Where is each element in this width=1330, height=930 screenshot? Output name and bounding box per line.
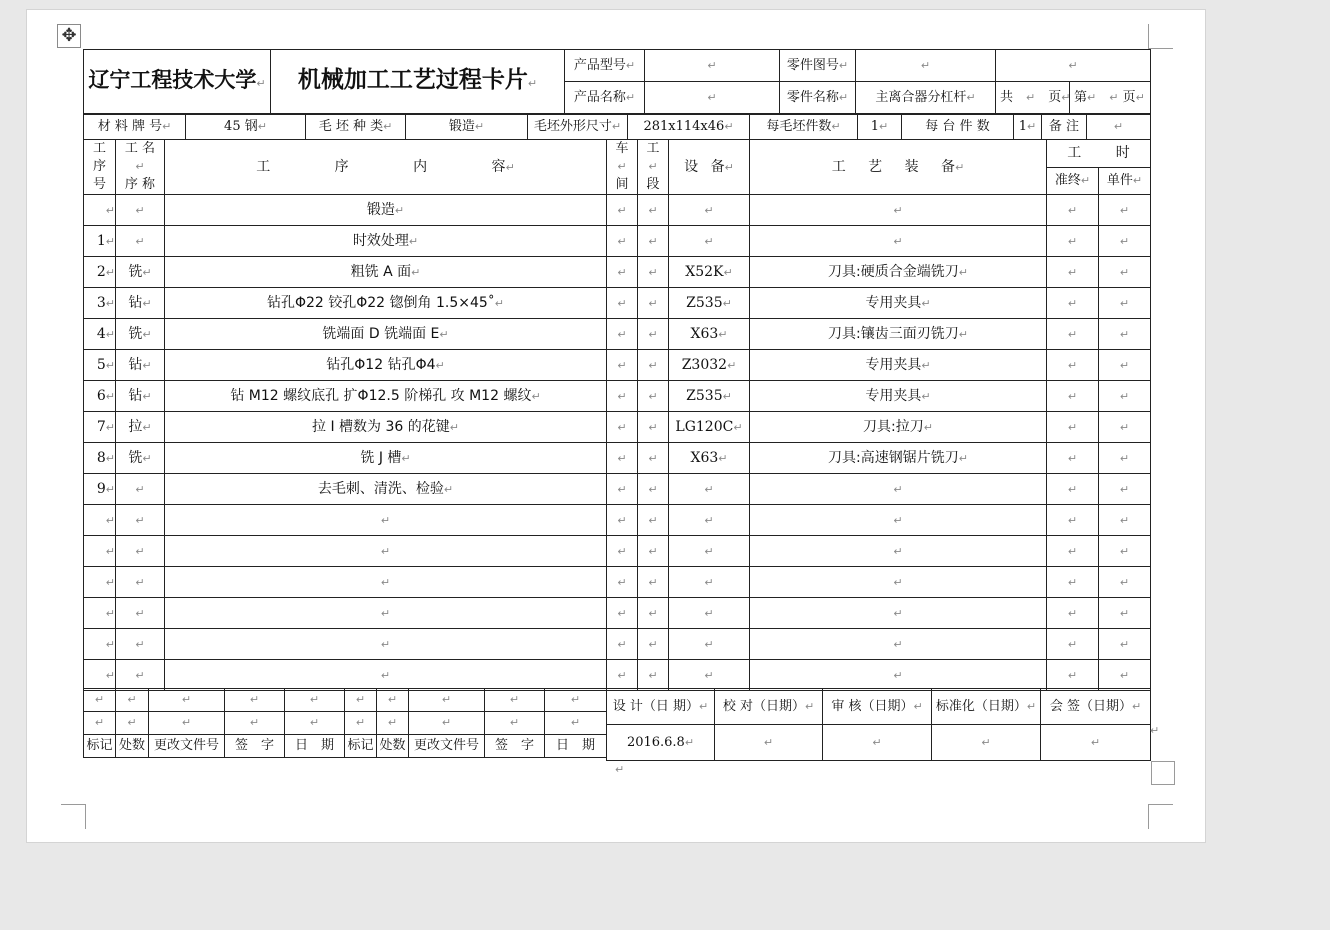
total-pages: 共 ↵ 页↵ xyxy=(996,82,1070,114)
op-content-cell-text: 锻造 xyxy=(366,201,395,218)
equipment-cell-text: X63 xyxy=(690,449,719,466)
table-row xyxy=(84,381,1151,412)
op-no-cell-text: 1 xyxy=(96,232,106,249)
table-row xyxy=(84,412,1151,443)
revision-table xyxy=(83,688,607,758)
rev-cell[interactable]: ↵ xyxy=(409,712,485,735)
op-content-cell[interactable]: ↵ xyxy=(165,660,607,691)
op-no-cell-text: 8 xyxy=(96,449,106,466)
pieces-per-blank-value[interactable]: 1↵ xyxy=(858,115,902,140)
blank-size-value[interactable]: 281x114x46↵ xyxy=(628,115,750,140)
header-table xyxy=(83,49,1151,114)
op-name-cell[interactable]: 钻↵ xyxy=(116,350,165,381)
op-no-cell[interactable]: ↵ xyxy=(84,567,116,598)
op-no-cell[interactable]: ↵ xyxy=(84,598,116,629)
op-content-cell-text: 铣端面 D 铣端面 E xyxy=(322,325,440,342)
op-content-cell-text: 去毛刺、清洗、检验 xyxy=(317,480,444,497)
col-workshop: 车 ↵ 间 xyxy=(607,140,638,195)
time-prep-cell[interactable]: ↵ xyxy=(1047,443,1099,474)
equipment-cell[interactable]: ↵ xyxy=(669,567,750,598)
op-no-cell-text: 9 xyxy=(96,480,106,497)
op-no-cell[interactable]: 6↵ xyxy=(84,381,116,412)
header-extra-cell[interactable]: ↵ xyxy=(996,50,1151,82)
rev-cell[interactable]: ↵ xyxy=(377,712,409,735)
op-name-cell-text: 钻 xyxy=(128,294,143,311)
time-unit-cell[interactable]: ↵ xyxy=(1099,567,1151,598)
time-unit-cell[interactable]: ↵ xyxy=(1099,660,1151,691)
review-label: 审 核（日期）↵ xyxy=(823,689,932,725)
tooling-cell[interactable]: 专用夹具↵ xyxy=(750,288,1047,319)
time-prep-cell[interactable]: ↵ xyxy=(1047,598,1099,629)
part-drawing-no-label: 零件图号↵ xyxy=(780,50,856,82)
check-label: 校 对（日期）↵ xyxy=(715,689,823,725)
per-unit-value[interactable]: 1↵ xyxy=(1014,115,1042,140)
time-unit-cell[interactable]: ↵ xyxy=(1099,412,1151,443)
op-content-cell[interactable]: ↵ xyxy=(165,567,607,598)
op-name-cell-text: 钻 xyxy=(128,387,143,404)
process-rows xyxy=(84,195,1151,691)
equipment-cell-text: X52K xyxy=(685,263,724,280)
op-content-cell[interactable]: ↵ xyxy=(165,598,607,629)
op-content-cell[interactable]: 铣端面 D 铣端面 E↵ xyxy=(165,319,607,350)
section-cell[interactable]: ↵ xyxy=(638,598,669,629)
rev-count2-label: 处数 xyxy=(377,735,409,758)
tooling-cell-text: 刀具:镶齿三面刃铣刀 xyxy=(828,325,959,342)
section-cell[interactable]: ↵ xyxy=(638,443,669,474)
countersign-date[interactable]: ↵ xyxy=(1041,725,1151,761)
material-value[interactable]: 45 钢↵ xyxy=(186,115,306,140)
equipment-cell[interactable]: ↵ xyxy=(669,474,750,505)
blank-size-label: 毛坯外形尺寸↵ xyxy=(528,115,628,140)
rev-docno2-label: 更改文件号 xyxy=(409,735,485,758)
per-unit-label: 每 台 件 数 xyxy=(902,115,1014,140)
rev-cell[interactable]: ↵ xyxy=(345,689,377,712)
section-cell[interactable]: ↵ xyxy=(638,257,669,288)
time-prep-cell[interactable]: ↵ xyxy=(1047,536,1099,567)
workshop-cell[interactable]: ↵ xyxy=(607,288,638,319)
col-section: 工 ↵ 段 xyxy=(638,140,669,195)
op-name-cell[interactable]: ↵ xyxy=(116,474,165,505)
rev-date-label: 日 期 xyxy=(285,735,345,758)
rev-mark2-label: 标记 xyxy=(345,735,377,758)
time-prep-cell[interactable]: ↵ xyxy=(1047,319,1099,350)
tooling-cell[interactable]: ↵ xyxy=(750,660,1047,691)
time-unit-cell[interactable]: ↵ xyxy=(1099,257,1151,288)
op-name-cell[interactable]: 拉↵ xyxy=(116,412,165,443)
time-unit-cell[interactable]: ↵ xyxy=(1099,598,1151,629)
rev-cell[interactable]: ↵ xyxy=(149,712,225,735)
section-cell[interactable]: ↵ xyxy=(638,629,669,660)
workshop-cell[interactable]: ↵ xyxy=(607,629,638,660)
op-name-cell-text: 铣 xyxy=(128,325,143,342)
table-row xyxy=(84,350,1151,381)
time-prep-cell[interactable]: ↵ xyxy=(1047,381,1099,412)
tooling-cell[interactable]: 刀具:硬质合金端铣刀↵ xyxy=(750,257,1047,288)
rev-cell[interactable]: ↵ xyxy=(485,689,545,712)
op-content-cell-text: 钻 M12 螺纹底孔 扩Φ12.5 阶梯孔 攻 M12 螺纹 xyxy=(230,387,532,404)
tooling-cell[interactable]: ↵ xyxy=(750,536,1047,567)
paragraph-mark: ↵ xyxy=(1150,724,1160,737)
equipment-cell[interactable]: ↵ xyxy=(669,660,750,691)
material-row-table xyxy=(83,114,1151,140)
review-date[interactable]: ↵ xyxy=(823,725,932,761)
op-content-cell[interactable]: 去毛刺、清洗、检验↵ xyxy=(165,474,607,505)
section-cell[interactable]: ↵ xyxy=(638,474,669,505)
blank-type-value[interactable]: 锻造↵ xyxy=(406,115,528,140)
equipment-cell[interactable]: ↵ xyxy=(669,598,750,629)
equipment-cell[interactable]: ↵ xyxy=(669,195,750,226)
op-content-cell[interactable]: ↵ xyxy=(165,505,607,536)
op-no-cell[interactable]: ↵ xyxy=(84,505,116,536)
op-no-cell[interactable]: 1↵ xyxy=(84,226,116,257)
workshop-cell[interactable]: ↵ xyxy=(607,319,638,350)
op-no-cell[interactable]: ↵ xyxy=(84,195,116,226)
section-cell[interactable]: ↵ xyxy=(638,536,669,567)
op-no-cell[interactable]: 8↵ xyxy=(84,443,116,474)
crop-mark-bottom-left xyxy=(61,804,86,829)
op-content-cell[interactable]: 粗铣 A 面↵ xyxy=(165,257,607,288)
workshop-cell[interactable]: ↵ xyxy=(607,536,638,567)
col-time: 工 时 xyxy=(1047,140,1151,168)
op-no-cell[interactable]: 4↵ xyxy=(84,319,116,350)
op-no-cell-text: 6 xyxy=(96,387,106,404)
workshop-cell[interactable]: ↵ xyxy=(607,443,638,474)
workshop-cell[interactable]: ↵ xyxy=(607,381,638,412)
time-prep-cell[interactable]: ↵ xyxy=(1047,567,1099,598)
rev-docno-label: 更改文件号 xyxy=(149,735,225,758)
rev-cell[interactable]: ↵ xyxy=(285,689,345,712)
section-cell[interactable]: ↵ xyxy=(638,226,669,257)
op-content-cell-text: 钻孔Φ22 铰孔Φ22 锪倒角 1.5×45˚ xyxy=(266,294,495,311)
op-name-cell[interactable]: ↵ xyxy=(116,195,165,226)
rev-cell[interactable]: ↵ xyxy=(545,689,607,712)
rev-cell[interactable]: ↵ xyxy=(225,712,285,735)
process-table xyxy=(83,139,1151,691)
op-no-cell[interactable]: ↵ xyxy=(84,629,116,660)
op-name-cell[interactable]: 铣↵ xyxy=(116,319,165,350)
op-name-cell[interactable]: ↵ xyxy=(116,660,165,691)
equipment-cell-text: Z3032 xyxy=(681,356,728,373)
table-row xyxy=(84,505,1151,536)
op-name-cell[interactable]: ↵ xyxy=(116,536,165,567)
remarks-value[interactable]: ↵ xyxy=(1087,115,1151,140)
rev-cell[interactable]: ↵ xyxy=(345,712,377,735)
table-row xyxy=(84,226,1151,257)
equipment-cell[interactable]: LG120C↵ xyxy=(669,412,750,443)
countersign-label: 会 签（日期）↵ xyxy=(1041,689,1151,725)
equipment-cell[interactable]: ↵ xyxy=(669,536,750,567)
tooling-cell[interactable]: ↵ xyxy=(750,598,1047,629)
time-unit-cell[interactable]: ↵ xyxy=(1099,629,1151,660)
time-prep-cell[interactable]: ↵ xyxy=(1047,195,1099,226)
col-time-prep: 准终↵ xyxy=(1047,167,1099,195)
rev-date2-label: 日 期 xyxy=(545,735,607,758)
op-content-cell-text: 时效处理 xyxy=(352,232,409,249)
table-row xyxy=(84,567,1151,598)
op-name-cell[interactable]: ↵ xyxy=(116,567,165,598)
table-row xyxy=(84,257,1151,288)
op-name-cell[interactable]: ↵ xyxy=(116,505,165,536)
table-row xyxy=(84,319,1151,350)
rev-cell[interactable]: ↵ xyxy=(377,689,409,712)
time-unit-cell[interactable]: ↵ xyxy=(1099,381,1151,412)
op-name-cell[interactable]: 钻↵ xyxy=(116,381,165,412)
op-content-cell[interactable]: 锻造↵ xyxy=(165,195,607,226)
tooling-cell[interactable]: ↵ xyxy=(750,567,1047,598)
signoff-table xyxy=(606,688,1151,761)
rev-cell[interactable]: ↵ xyxy=(84,689,116,712)
equipment-cell[interactable]: X63↵ xyxy=(669,443,750,474)
tooling-cell[interactable]: ↵ xyxy=(750,505,1047,536)
section-cell[interactable]: ↵ xyxy=(638,288,669,319)
section-cell[interactable]: ↵ xyxy=(638,195,669,226)
table-row xyxy=(84,474,1151,505)
time-unit-cell[interactable]: ↵ xyxy=(1099,505,1151,536)
table-row xyxy=(84,288,1151,319)
workshop-cell[interactable]: ↵ xyxy=(607,350,638,381)
paragraph-mark: ↵ xyxy=(615,763,625,776)
part-name-label: 零件名称↵ xyxy=(780,82,856,114)
op-content-cell[interactable]: 钻 M12 螺纹底孔 扩Φ12.5 阶梯孔 攻 M12 螺纹↵ xyxy=(165,381,607,412)
table-row xyxy=(84,536,1151,567)
time-unit-cell[interactable]: ↵ xyxy=(1099,226,1151,257)
op-content-cell[interactable]: ↵ xyxy=(165,629,607,660)
op-content-cell[interactable]: ↵ xyxy=(165,536,607,567)
op-name-cell-text: 铣 xyxy=(128,263,143,280)
table-move-handle-icon[interactable]: ✥ xyxy=(57,24,81,48)
equipment-cell[interactable]: Z3032↵ xyxy=(669,350,750,381)
time-prep-cell[interactable]: ↵ xyxy=(1047,474,1099,505)
equipment-cell-text: Z535 xyxy=(686,294,723,311)
standard-label: 标准化（日期）↵ xyxy=(932,689,1041,725)
equipment-cell-text: X63 xyxy=(690,325,719,342)
op-content-cell-text: 粗铣 A 面 xyxy=(350,263,412,280)
equipment-cell[interactable]: X52K↵ xyxy=(669,257,750,288)
rev-cell[interactable]: ↵ xyxy=(116,712,149,735)
product-model-value[interactable]: ↵ xyxy=(645,50,780,82)
design-label: 设 计（日 期）↵ xyxy=(607,689,715,725)
rev-cell[interactable]: ↵ xyxy=(149,689,225,712)
time-prep-cell[interactable]: ↵ xyxy=(1047,412,1099,443)
product-model-label: 产品型号↵ xyxy=(565,50,645,82)
table-row xyxy=(84,629,1151,660)
tooling-cell-text: 刀具:拉刀 xyxy=(863,418,924,435)
workshop-cell[interactable]: ↵ xyxy=(607,598,638,629)
op-content-cell-text: 钻孔Φ12 钻孔Φ4 xyxy=(326,356,436,373)
time-unit-cell[interactable]: ↵ xyxy=(1099,195,1151,226)
rev-cell[interactable]: ↵ xyxy=(116,689,149,712)
workshop-cell[interactable]: ↵ xyxy=(607,660,638,691)
workshop-cell[interactable]: ↵ xyxy=(607,195,638,226)
op-no-cell[interactable]: ↵ xyxy=(84,536,116,567)
op-content-cell[interactable]: 铣 J 槽↵ xyxy=(165,443,607,474)
table-row xyxy=(84,443,1151,474)
op-content-cell[interactable]: 钻孔Φ22 铰孔Φ22 锪倒角 1.5×45˚↵ xyxy=(165,288,607,319)
tooling-cell[interactable]: 刀具:拉刀↵ xyxy=(750,412,1047,443)
crop-mark-bottom-right xyxy=(1148,804,1173,829)
op-no-cell-text: 5 xyxy=(96,356,106,373)
time-unit-cell[interactable]: ↵ xyxy=(1099,536,1151,567)
part-name-value[interactable]: 主离合器分杠杆↵ xyxy=(856,82,996,114)
tooling-cell-text: 专用夹具 xyxy=(865,356,922,373)
time-prep-cell[interactable]: ↵ xyxy=(1047,226,1099,257)
tooling-cell[interactable]: ↵ xyxy=(750,226,1047,257)
workshop-cell[interactable]: ↵ xyxy=(607,412,638,443)
table-row xyxy=(84,598,1151,629)
current-page: 第↵ ↵ 页↵ xyxy=(1070,82,1151,114)
op-content-cell[interactable]: 拉 I 槽数为 36 的花键↵ xyxy=(165,412,607,443)
rev-cell[interactable]: ↵ xyxy=(409,689,485,712)
tooling-cell-text: 专用夹具 xyxy=(865,387,922,404)
tooling-cell[interactable]: 专用夹具↵ xyxy=(750,350,1047,381)
crop-mark-top-right xyxy=(1148,24,1173,49)
op-name-cell-text: 钻 xyxy=(128,356,143,373)
tooling-cell[interactable]: ↵ xyxy=(750,474,1047,505)
op-no-cell[interactable]: 3↵ xyxy=(84,288,116,319)
op-no-cell-text: 3 xyxy=(96,294,106,311)
time-unit-cell[interactable]: ↵ xyxy=(1099,443,1151,474)
time-prep-cell[interactable]: ↵ xyxy=(1047,660,1099,691)
op-no-cell[interactable]: 9↵ xyxy=(84,474,116,505)
part-drawing-no-value[interactable]: ↵ xyxy=(856,50,996,82)
equipment-cell[interactable]: Z535↵ xyxy=(669,288,750,319)
op-name-cell[interactable]: ↵ xyxy=(116,598,165,629)
op-name-cell[interactable]: ↵ xyxy=(116,629,165,660)
standard-date[interactable]: ↵ xyxy=(932,725,1041,761)
tooling-cell-text: 刀具:高速钢锯片铣刀 xyxy=(828,449,959,466)
time-prep-cell[interactable]: ↵ xyxy=(1047,350,1099,381)
col-op-no: 工 序 号 xyxy=(84,140,116,195)
op-name-cell[interactable]: 铣↵ xyxy=(116,443,165,474)
section-cell[interactable]: ↵ xyxy=(638,567,669,598)
op-content-cell[interactable]: 钻孔Φ12 钻孔Φ4↵ xyxy=(165,350,607,381)
table-row xyxy=(84,660,1151,691)
rev-cell[interactable]: ↵ xyxy=(545,712,607,735)
col-time-unit: 单件↵ xyxy=(1099,167,1151,195)
table-row xyxy=(84,195,1151,226)
time-unit-cell[interactable]: ↵ xyxy=(1099,474,1151,505)
equipment-cell-text: Z535 xyxy=(686,387,723,404)
op-name-cell-text: 铣 xyxy=(128,449,143,466)
op-no-cell-text: 2 xyxy=(96,263,106,280)
section-cell[interactable]: ↵ xyxy=(638,505,669,536)
op-name-cell[interactable]: ↵ xyxy=(116,226,165,257)
op-name-cell-text: 拉 xyxy=(128,418,143,435)
rev-cell[interactable]: ↵ xyxy=(285,712,345,735)
rev-cell[interactable]: ↵ xyxy=(225,689,285,712)
time-unit-cell[interactable]: ↵ xyxy=(1099,288,1151,319)
col-op-name: 工 名 ↵ 序 称 xyxy=(116,140,165,195)
rev-mark-label: 标记 xyxy=(84,735,116,758)
time-prep-cell[interactable]: ↵ xyxy=(1047,505,1099,536)
product-name-value[interactable]: ↵ xyxy=(645,82,780,114)
tooling-cell[interactable]: 刀具:镶齿三面刃铣刀↵ xyxy=(750,319,1047,350)
workshop-cell[interactable]: ↵ xyxy=(607,257,638,288)
workshop-cell[interactable]: ↵ xyxy=(607,474,638,505)
workshop-cell[interactable]: ↵ xyxy=(607,567,638,598)
op-content-cell-text: 拉 I 槽数为 36 的花键 xyxy=(312,418,450,435)
equipment-cell[interactable]: X63↵ xyxy=(669,319,750,350)
op-no-cell[interactable]: 7↵ xyxy=(84,412,116,443)
time-prep-cell[interactable]: ↵ xyxy=(1047,629,1099,660)
time-unit-cell[interactable]: ↵ xyxy=(1099,319,1151,350)
op-content-cell-text: 铣 J 槽 xyxy=(360,449,402,466)
op-no-cell[interactable]: ↵ xyxy=(84,660,116,691)
op-no-cell[interactable]: 5↵ xyxy=(84,350,116,381)
op-no-cell-text: 4 xyxy=(96,325,106,342)
equipment-cell-text: LG120C xyxy=(675,418,734,435)
blank-type-label: 毛 坯 种 类↵ xyxy=(306,115,406,140)
equipment-cell[interactable]: ↵ xyxy=(669,629,750,660)
tooling-cell[interactable]: 专用夹具↵ xyxy=(750,381,1047,412)
tooling-cell-text: 专用夹具 xyxy=(865,294,922,311)
school-name: 辽宁工程技术大学↵ xyxy=(84,50,271,114)
section-cell[interactable]: ↵ xyxy=(638,381,669,412)
rev-sign2-label: 签 字 xyxy=(485,735,545,758)
rev-cell[interactable]: ↵ xyxy=(84,712,116,735)
rev-count-label: 处数 xyxy=(116,735,149,758)
workshop-cell[interactable]: ↵ xyxy=(607,226,638,257)
col-content: 工 序 内 容↵ xyxy=(165,140,607,195)
workshop-cell[interactable]: ↵ xyxy=(607,505,638,536)
section-cell[interactable]: ↵ xyxy=(638,319,669,350)
equipment-cell[interactable]: ↵ xyxy=(669,505,750,536)
pieces-per-blank-label: 每毛坯件数↵ xyxy=(750,115,858,140)
section-cell[interactable]: ↵ xyxy=(638,350,669,381)
op-name-cell[interactable]: 钻↵ xyxy=(116,288,165,319)
check-date[interactable]: ↵ xyxy=(715,725,823,761)
time-unit-cell[interactable]: ↵ xyxy=(1099,350,1151,381)
tooling-cell[interactable]: ↵ xyxy=(750,195,1047,226)
tooling-cell[interactable]: ↵ xyxy=(750,629,1047,660)
col-tooling: 工 艺 装 备↵ xyxy=(750,140,1047,195)
time-prep-cell[interactable]: ↵ xyxy=(1047,288,1099,319)
design-date[interactable]: 2016.6.8↵ xyxy=(607,725,715,761)
table-resize-handle[interactable] xyxy=(1151,761,1175,785)
op-name-cell[interactable]: 铣↵ xyxy=(116,257,165,288)
rev-sign-label: 签 字 xyxy=(225,735,285,758)
material-label: 材 料 牌 号↵ xyxy=(84,115,186,140)
equipment-cell[interactable]: ↵ xyxy=(669,226,750,257)
col-equipment: 设 备↵ xyxy=(669,140,750,195)
op-no-cell-text: 7 xyxy=(96,418,106,435)
tooling-cell[interactable]: 刀具:高速钢锯片铣刀↵ xyxy=(750,443,1047,474)
op-content-cell[interactable]: 时效处理↵ xyxy=(165,226,607,257)
op-no-cell[interactable]: 2↵ xyxy=(84,257,116,288)
product-name-label: 产品名称↵ xyxy=(565,82,645,114)
remarks-label: 备 注 xyxy=(1042,115,1087,140)
rev-cell[interactable]: ↵ xyxy=(485,712,545,735)
card-title: 机械加工工艺过程卡片↵ xyxy=(271,50,565,114)
time-prep-cell[interactable]: ↵ xyxy=(1047,257,1099,288)
section-cell[interactable]: ↵ xyxy=(638,660,669,691)
section-cell[interactable]: ↵ xyxy=(638,412,669,443)
equipment-cell[interactable]: Z535↵ xyxy=(669,381,750,412)
tooling-cell-text: 刀具:硬质合金端铣刀 xyxy=(828,263,959,280)
